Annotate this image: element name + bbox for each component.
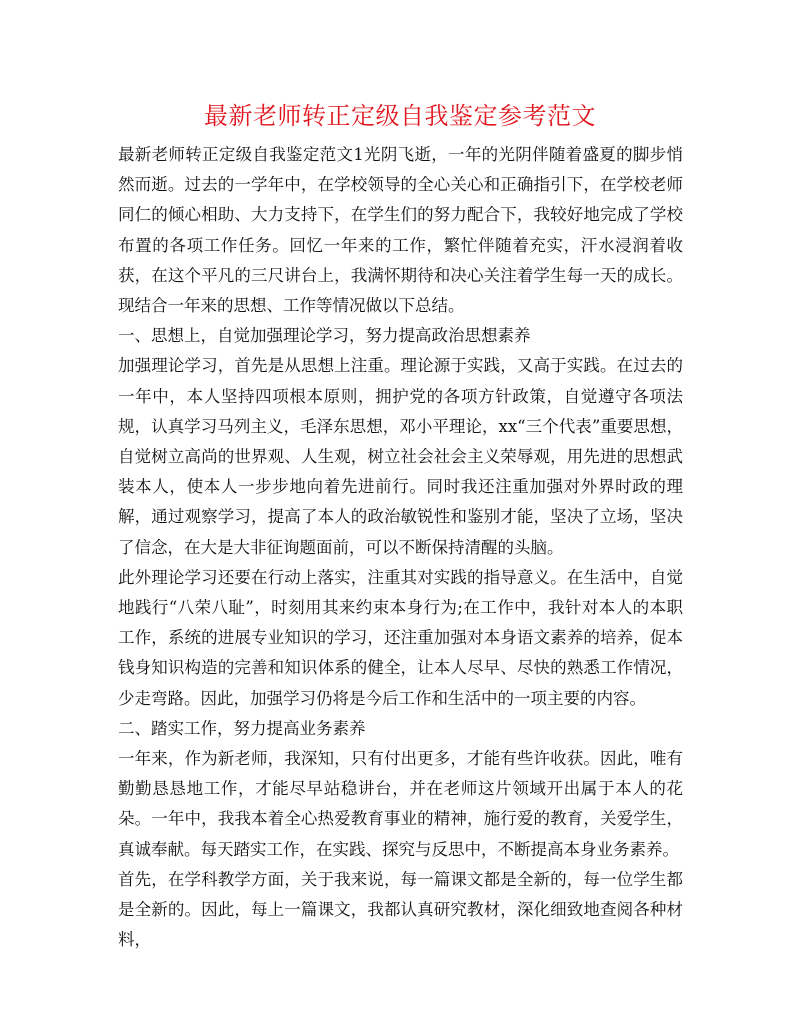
section-heading-2: 二、踏实工作，努力提高业务素养 <box>118 718 366 738</box>
paragraph-intro: 最新老师转正定级自我鉴定范文1光阴飞逝，一年的光阴伴随着盛夏的脚步悄然而逝。过去的一学年中，在学校领导的全心关心和正确指引下，在学校老师同仁的倾心相助、大力支持下，在学生们的努力配合下，我较好地完成了学校布置的各项工作任务。回忆一年来的工作，繁忙伴随着充实，汗水浸润着收获，在这个平凡的三尺讲台上，我满怀期待和决心关注着学生每一天的成长。现结合一年来的思想、工作等情况做以下总结。 <box>118 145 683 316</box>
paragraph-work-1: 一年来，作为新老师，我深知，只有付出更多，才能有些许收获。因此，唯有勤勤恳恳地工作，才能尽早站稳讲台，并在老师这片领域开出属于本人的花朵。一年中，我我本着全心热爱教育事业的精神，施行爱的教育，关爱学生，真诚奉献。每天踏实工作，在实践、探究与反思中，不断提高本身业务素养。 <box>118 749 683 859</box>
paragraph-work-2: 首先，在学科教学方面，关于我来说，每一篇课文都是全新的，每一位学生都是全新的。因此，每上一篇课文，我都认真研究教材，深化细致地查阅各种材料， <box>118 869 683 950</box>
paragraph-theory-1: 加强理论学习，首先是从思想上注重。理论源于实践，又高于实践。在过去的一年中，本人坚持四项根本原则，拥护党的各项方针政策，自觉遵守各项法规，认真学习马列主义，毛泽东思想，邓小平理论，xx“三个代表”重要思想，自觉树立高尚的世界观、人生观，树立社会社会主义荣辱观，用先进的思想武装本人，使本人一步步地向着先进前行。同时我还注重加强对外界时政的理解，通过观察学习，提高了本人的政治敏锐性和鉴别才能，坚决了立场，坚决了信念，在大是大非征询题面前，可以不断保持清醒的头脑。 <box>118 356 683 557</box>
document-body <box>118 140 683 955</box>
paragraph-theory-2: 此外理论学习还要在行动上落实，注重其对实践的指导意义。在生活中，自觉地践行“八荣八耻”，时刻用其来约束本身行为;在工作中，我针对本人的本职工作，系统的进展专业知识的学习，还注重加强对本身语文素养的培养，促本钱身知识构造的完善和知识体系的健全，让本人尽早、尽快的熟悉工作情况，少走弯路。因此，加强学习仍将是今后工作和生活中的一项主要的内容。 <box>118 567 683 708</box>
section-heading-1: 一、思想上，自觉加强理论学习，努力提高政治思想素养 <box>118 326 531 346</box>
document-title: 最新老师转正定级自我鉴定参考范文 <box>204 102 596 130</box>
